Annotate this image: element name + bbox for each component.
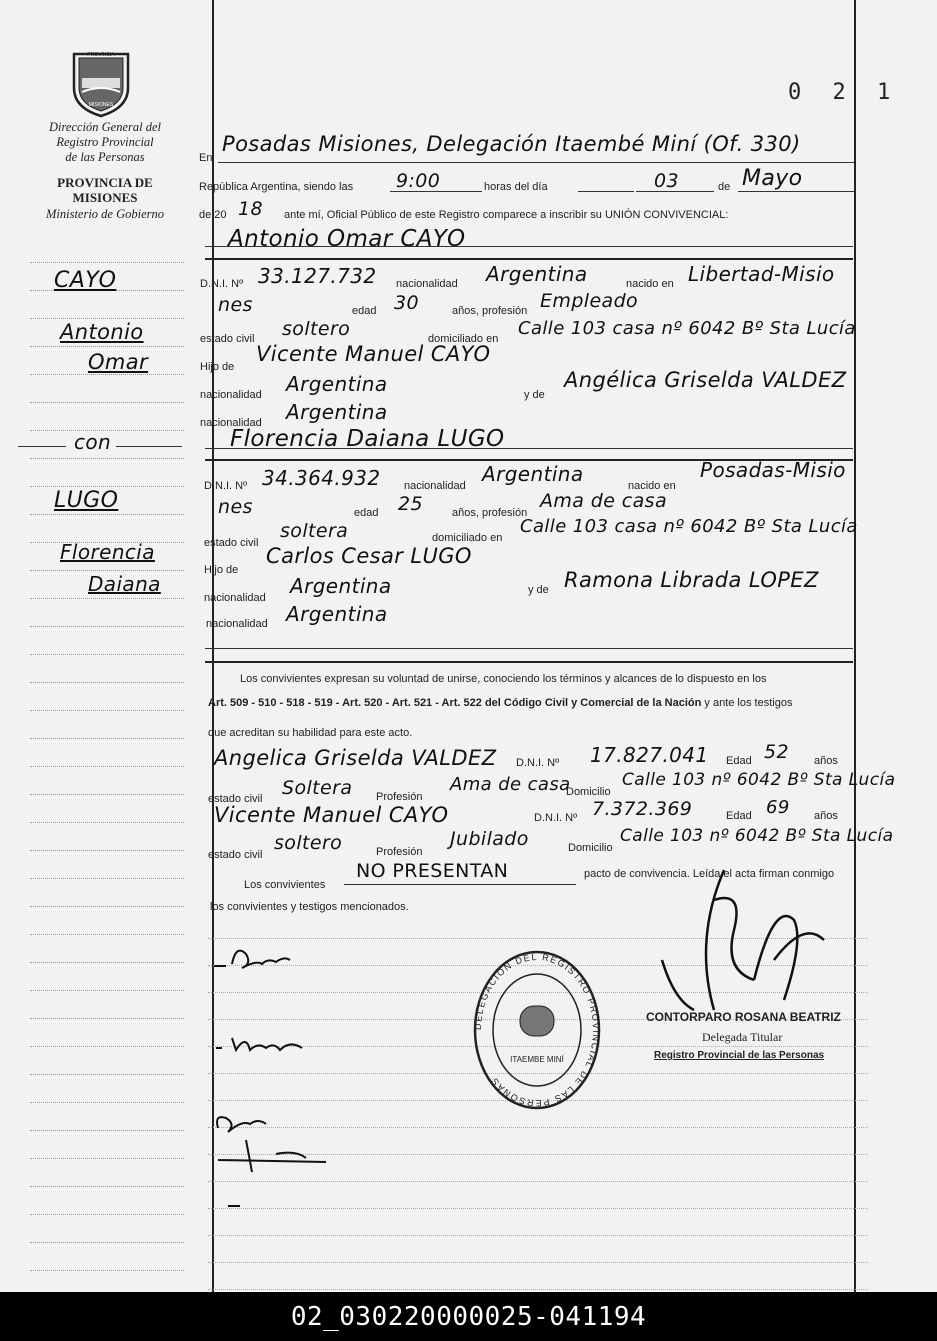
closing-rest: pacto de convivencia. Leída el acta firman conmigo (584, 868, 835, 880)
horas-label: horas del día (484, 181, 548, 193)
person1-mother: Angélica Griselda VALDEZ (564, 368, 847, 392)
witness1-civil-status: Soltera (282, 777, 353, 799)
witness1-age: 52 (764, 741, 789, 763)
official-signature (654, 860, 834, 1020)
person2-mother-nationality: Argentina (286, 602, 388, 626)
person2-dni: 34.364.932 (262, 466, 381, 490)
republica-label: República Argentina, siendo las (199, 181, 354, 193)
sidebar-ruled-line (30, 1158, 184, 1159)
person1-father-nat-label: nacionalidad (200, 389, 262, 401)
witness2-estado-label: estado civil (208, 849, 263, 861)
right-rule (854, 0, 856, 1292)
person1-anos-label: años, profesión (452, 305, 528, 317)
witness2-profesion-label: Profesión (376, 846, 423, 858)
person2-y-de-label: y de (528, 584, 549, 596)
margin-note-con: con (74, 430, 112, 454)
person1-civil-status: soltero (282, 318, 351, 340)
stamp-ring-text: DELEGACIÓN DEL REGISTRO PROVINCIAL DE LAS PERSONAS (472, 951, 602, 1109)
margin-note-line-left (18, 446, 66, 447)
body-ruled-line (208, 1208, 868, 1209)
sidebar-ruled-line (30, 374, 184, 375)
place-value: Posadas Misiones, Delegación Itaembé Miní (Of. 330) (222, 132, 801, 156)
sidebar-ruled-line (30, 1102, 184, 1103)
margin-rule (212, 0, 214, 1292)
sidebar-ruled-line (30, 598, 184, 599)
sidebar-ruled-line (30, 1242, 184, 1243)
person1-birthplace: Libertad-Misio (688, 262, 835, 286)
witness1-profesion-label: Profesión (376, 791, 423, 803)
legal-line-1: Los convivientes expresan su voluntad de unirse, conociendo los términos y alcances de lo dispuesto en los (240, 673, 767, 685)
sidebar-ruled-line (30, 654, 184, 655)
sidebar-ruled-line (30, 906, 184, 907)
signature-4 (226, 1200, 246, 1212)
year-prefix-label: de 20 (199, 209, 227, 221)
place-line (218, 162, 854, 163)
official-name: CONTORPARO ROSANA BEATRIZ (646, 1010, 841, 1024)
person2-civil-status: soltera (280, 520, 349, 542)
witness1-edad-label: Edad (726, 755, 752, 767)
person2-mother: Ramona Librada LOPEZ (564, 568, 819, 592)
witness2-dni-label: D.N.I. Nº (534, 812, 578, 824)
registry-stamp (470, 944, 604, 1114)
witness2-address: Calle 103 nº 6042 Bº Sta Lucía (620, 826, 894, 846)
sidebar-ruled-line (30, 1130, 184, 1131)
person1-father: Vicente Manuel CAYO (256, 342, 491, 366)
sidebar-ruled-line (30, 766, 184, 767)
body-ruled-line (208, 1235, 868, 1236)
person2-anos-label: años, profesión (452, 507, 528, 519)
person1-dni-label: D.N.I. Nº (200, 278, 244, 290)
month-label: de (718, 181, 731, 193)
person2-name: Florencia Daiana LUGO (230, 426, 505, 452)
person2-domicilio-label: domiciliado en (432, 532, 503, 544)
person1-dni: 33.127.732 (258, 264, 377, 288)
sidebar-ruled-line (30, 262, 184, 263)
witness2-domicilio-label: Domicilio (568, 842, 613, 854)
witness1-domicilio-label: Domicilio (566, 786, 611, 798)
witness1-profession: Ama de casa (450, 774, 571, 795)
person2-mother-nat-label: nacionalidad (206, 618, 268, 630)
day-value: 03 (654, 170, 679, 192)
person1-name-line (205, 246, 853, 247)
closing-pact-line (344, 884, 576, 885)
signature-3 (206, 1100, 346, 1180)
body-ruled-line (208, 1181, 868, 1182)
margin-note-given-1: Antonio (60, 320, 144, 344)
sidebar-ruled-line (30, 934, 184, 935)
sidebar-ruled-lines (30, 262, 184, 1292)
person2-birthplace: Posadas-Misio (700, 458, 846, 482)
person1-mother-nationality: Argentina (286, 400, 388, 424)
person2-father-nat-label: nacionalidad (204, 592, 266, 604)
signature-1 (206, 930, 326, 990)
seal-bottom-text: MISIONES (88, 102, 114, 108)
person1-edad-label: edad (352, 305, 377, 317)
closing-line-2: los convivientes y testigos mencionados. (210, 901, 409, 913)
witness2-name: Vicente Manuel CAYO (214, 803, 449, 827)
closing-label: Los convivientes (244, 879, 326, 891)
footer-code-bar (0, 1292, 937, 1341)
person2-birthplace-cont: nes (218, 496, 253, 518)
sidebar-ruled-line (30, 1270, 184, 1271)
legal-line-2-rest: y ante los testigos (704, 697, 793, 709)
person1-profession: Empleado (540, 290, 639, 312)
witness2-dni: 7.372.369 (592, 798, 693, 820)
margin-note-surname-2: LUGO (54, 488, 119, 513)
sidebar-line-1: Dirección General del (49, 120, 161, 134)
person1-domicilio-label: domiciliado en (428, 333, 499, 345)
sidebar-ruled-line (30, 458, 184, 459)
body-ruled-line (208, 1289, 868, 1290)
person2-edad-label: edad (354, 507, 379, 519)
person2-nacionalidad-label: nacionalidad (404, 480, 466, 492)
sidebar-ruled-line (30, 346, 184, 347)
sidebar-ruled-line (30, 990, 184, 991)
person1-estado-label: estado civil (200, 333, 255, 345)
person2-dni-label: D.N.I. Nº (204, 480, 248, 492)
sidebar-ruled-line (30, 318, 184, 319)
witness2-profession: Jubilado (450, 828, 529, 850)
witness2-edad-label: Edad (726, 810, 752, 822)
witness1-name: Angelica Griselda VALDEZ (214, 746, 497, 770)
legal-line-2 (208, 697, 792, 709)
statement-text: ante mí, Oficial Público de este Registro comparece a inscribir su UNIÓN CONVIVENCIAL: (284, 209, 729, 221)
sidebar-ruled-line (30, 1046, 184, 1047)
document-number: 0 2 1 (788, 80, 900, 105)
person1-y-de-label: y de (524, 389, 545, 401)
closing-pact-value: NO PRESENTAN (356, 860, 509, 882)
stamp-inner-text: ITAEMBE MINÍ (510, 1055, 564, 1064)
person1-nacionalidad-label: nacionalidad (396, 278, 458, 290)
margin-note-surname-1: CAYO (54, 268, 117, 293)
en-label: En (199, 152, 213, 164)
day-line (636, 191, 714, 192)
person2-father: Carlos Cesar LUGO (266, 544, 472, 568)
sidebar-ruled-line (30, 794, 184, 795)
person1-name: Antonio Omar CAYO (228, 226, 466, 252)
person1-hijo-label: Hijo de (200, 361, 235, 373)
witness1-anos-label: años (814, 755, 838, 767)
witness1-estado-label: estado civil (208, 793, 263, 805)
sidebar-ruled-line (30, 710, 184, 711)
sidebar-ruled-line (30, 878, 184, 879)
sidebar-ruled-line (30, 514, 184, 515)
province-seal-logo (66, 48, 136, 118)
person1-nationality: Argentina (486, 262, 588, 286)
sidebar-ruled-line (30, 850, 184, 851)
person1-nacido-label: nacido en (626, 278, 674, 290)
ministry-name: Ministerio de Gobierno (45, 207, 165, 221)
person2-nationality: Argentina (482, 462, 584, 486)
month-value: Mayo (742, 166, 803, 191)
person2-father-nationality: Argentina (290, 574, 392, 598)
sidebar-ruled-line (30, 402, 184, 403)
body-ruled-line (208, 1262, 868, 1263)
person1-birthplace-cont: nes (218, 294, 253, 316)
sidebar-ruled-line (30, 570, 184, 571)
person2-hijo-label: Hijo de (204, 564, 239, 576)
sidebar-ruled-line (30, 682, 184, 683)
person2-estado-label: estado civil (204, 537, 259, 549)
official-title: Delegada Titular (702, 1030, 783, 1044)
sidebar-ruled-line (30, 1018, 184, 1019)
footer-code: 02_030220000025-041194 (290, 1301, 647, 1332)
person2-name-line (205, 448, 853, 449)
day-pre-line (578, 191, 634, 192)
province-title: PROVINCIA DE MISIONES (57, 175, 153, 205)
person1-separator (205, 258, 853, 260)
sidebar-ruled-line (30, 1186, 184, 1187)
person1-address: Calle 103 casa nº 6042 Bº Sta Lucía (518, 318, 856, 339)
legal-articles: Art. 509 - 510 - 518 - 519 - Art. 520 - Art. 521 - Art. 522 del Código Civil y Comercial de la Nación (208, 697, 702, 709)
blank-line (205, 648, 853, 649)
legal-separator (205, 661, 853, 663)
seal-top-text: PROVINCIA (87, 52, 115, 58)
margin-note-given-2: Omar (88, 350, 149, 374)
witness1-dni-label: D.N.I. Nº (516, 757, 560, 769)
margin-note-given-3: Florencia (60, 540, 155, 564)
witness1-address: Calle 103 nº 6042 Bº Sta Lucía (622, 770, 896, 790)
witness1-dni: 17.827.041 (590, 743, 709, 767)
official-office: Registro Provincial de las Personas (654, 1050, 825, 1061)
witness2-anos-label: años (814, 810, 838, 822)
sidebar-ruled-line (30, 962, 184, 963)
sidebar-ruled-line (30, 822, 184, 823)
sidebar-ruled-line (30, 486, 184, 487)
hour-value: 9:00 (396, 170, 441, 192)
person1-father-nationality: Argentina (286, 372, 388, 396)
person2-nacido-label: nacido en (628, 480, 676, 492)
margin-note-line-right (116, 446, 182, 447)
person2-age: 25 (398, 493, 423, 515)
sidebar-ruled-line (30, 738, 184, 739)
person2-profession: Ama de casa (540, 490, 668, 512)
signature-2 (206, 1020, 326, 1070)
hour-line (390, 191, 482, 192)
sidebar-ruled-line (30, 1074, 184, 1075)
sidebar-ruled-line (30, 1214, 184, 1215)
witness2-age: 69 (766, 797, 790, 818)
person1-mother-nat-label: nacionalidad (200, 417, 262, 429)
witness2-civil-status: soltero (274, 832, 343, 854)
month-line (738, 191, 854, 192)
margin-note-given-4: Daiana (88, 572, 161, 596)
person2-address: Calle 103 casa nº 6042 Bº Sta Lucía (520, 516, 858, 537)
year-value: 18 (238, 198, 263, 220)
person1-age: 30 (394, 292, 419, 314)
sidebar-line-2: Registro Provincial (56, 135, 154, 149)
legal-line-3: que acreditan su habilidad para este acto. (208, 727, 413, 739)
sidebar-line-3: de las Personas (65, 150, 145, 164)
sidebar-ruled-line (30, 626, 184, 627)
sidebar-header (30, 120, 180, 222)
